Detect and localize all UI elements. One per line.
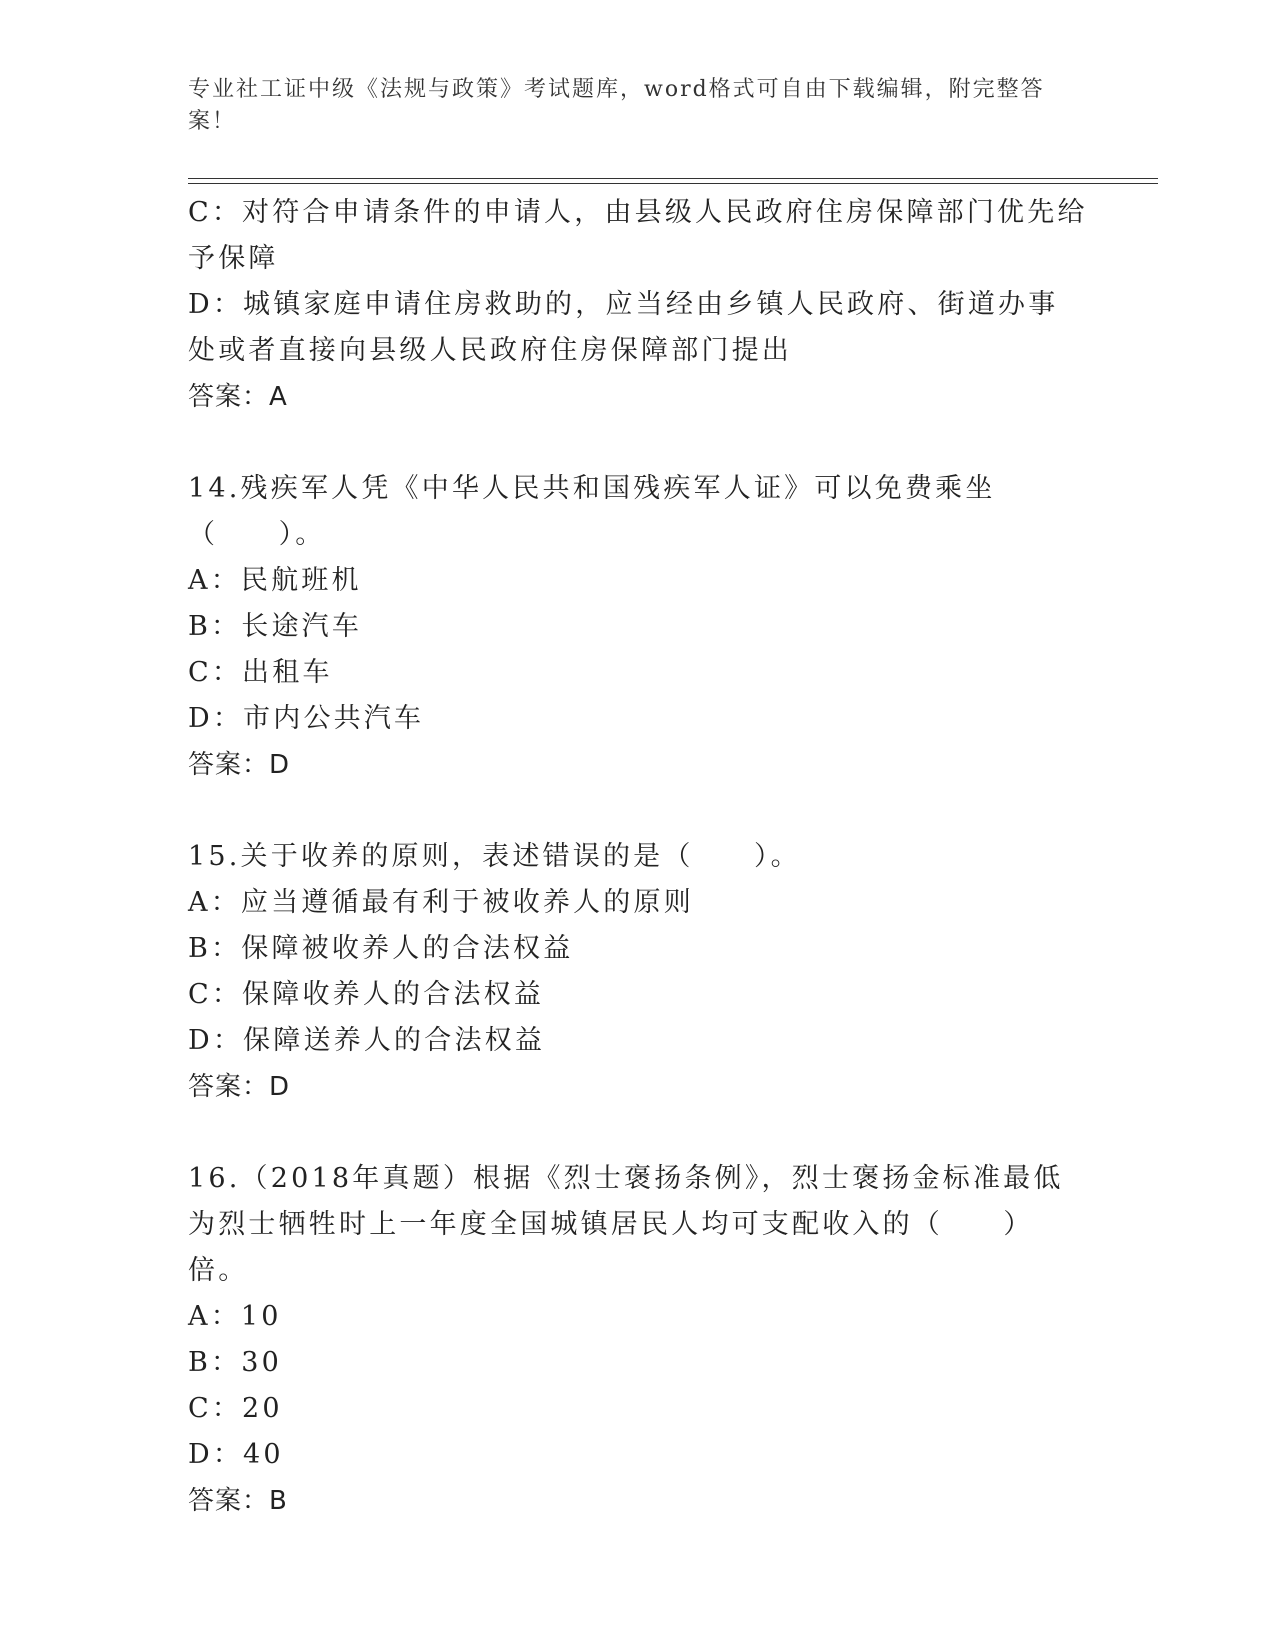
- question-14: [188, 466, 1088, 788]
- question-13-continuation: [188, 190, 1088, 420]
- option-a: A：10: [188, 1301, 282, 1332]
- question-16: [188, 1156, 1088, 1524]
- question-15: [188, 834, 1088, 1110]
- spacer: [188, 788, 1088, 834]
- spacer: [188, 1110, 1088, 1156]
- option-a: A：民航班机: [188, 565, 362, 596]
- option-a: A：应当遵循最有利于被收养人的原则: [188, 887, 694, 918]
- option-d: D：市内公共汽车: [188, 703, 425, 734]
- option-d: D：40: [188, 1439, 284, 1470]
- answer-text: 答案：D: [188, 750, 291, 780]
- question-stem: 14.残疾军人凭《中华人民共和国残疾军人证》可以免费乘坐（ ）。: [188, 473, 996, 550]
- option-d: D：保障送养人的合法权益: [188, 1025, 546, 1056]
- option-b: B：30: [188, 1347, 282, 1378]
- answer-text: 答案：B: [188, 1486, 288, 1516]
- header-rule-top: [188, 178, 1158, 179]
- option-c: C：20: [188, 1393, 283, 1424]
- answer-text: 答案：A: [188, 382, 288, 412]
- option-d: D：城镇家庭申请住房救助的，应当经由乡镇人民政府、街道办事处或者直接向县级人民政府住房保障部门提出: [188, 289, 1059, 366]
- document-header: 专业社工证中级《法规与政策》考试题库，word格式可自由下载编辑，附完整答案！: [188, 77, 1045, 134]
- header-rule-bottom: [188, 183, 1158, 184]
- option-c: C：对符合申请条件的申请人，由县级人民政府住房保障部门优先给予保障: [188, 197, 1088, 274]
- option-b: B：保障被收养人的合法权益: [188, 933, 574, 964]
- question-stem: 16.（2018年真题）根据《烈士褒扬条例》，烈士褒扬金标准最低为烈士牺牲时上一年度全国城镇居民人均可支配收入的（ ）倍。: [188, 1163, 1064, 1286]
- question-content: [188, 190, 1088, 1524]
- question-stem: 15.关于收养的原则，表述错误的是（ ）。: [188, 841, 801, 872]
- spacer: [188, 420, 1088, 466]
- answer-text: 答案：D: [188, 1072, 291, 1102]
- option-c: C：保障收养人的合法权益: [188, 979, 545, 1010]
- option-c: C：出租车: [188, 657, 333, 688]
- option-b: B：长途汽车: [188, 611, 363, 642]
